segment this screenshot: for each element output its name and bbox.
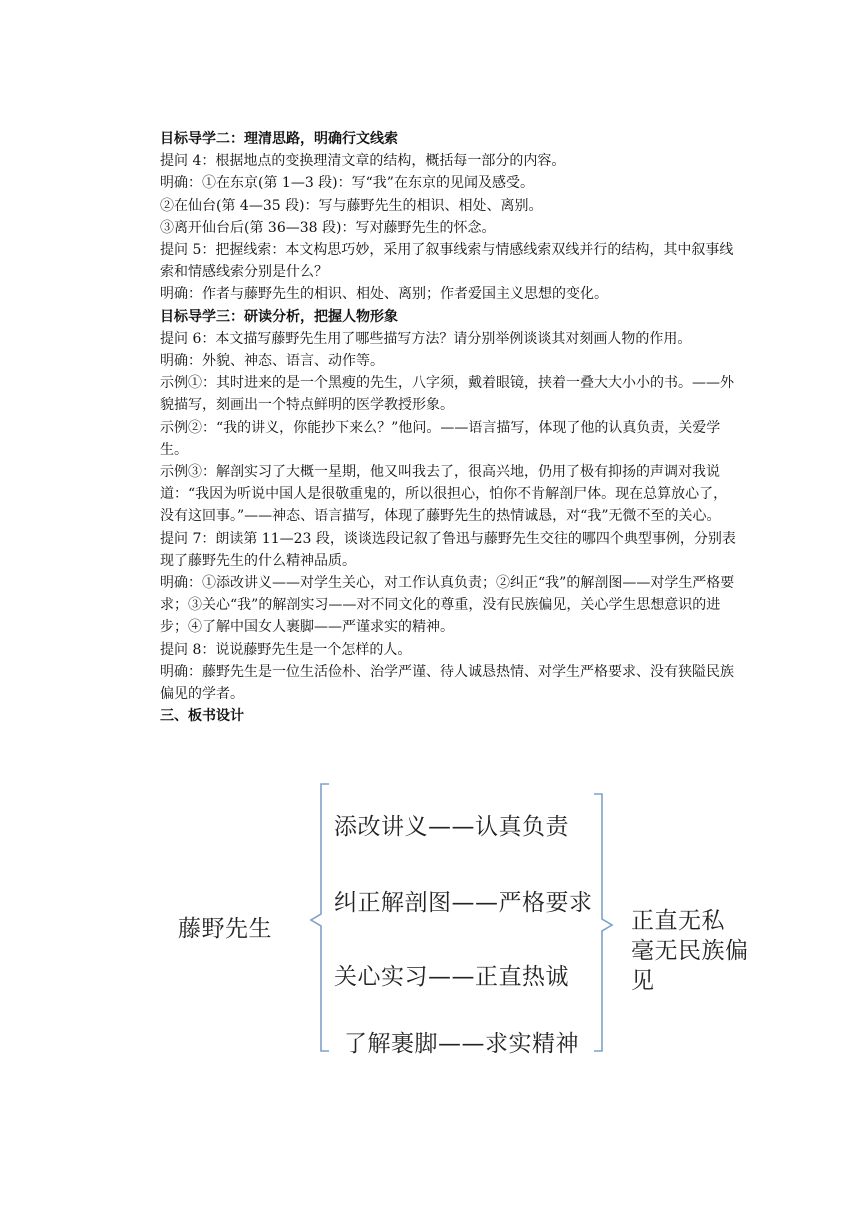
paragraph-question-7: 提问 7：朗读第 11—23 段，谈谈选段记叙了鲁迅与藤野先生交往的哪四个典型事例，分别表现了藤野先生的什么精神品质。 [160, 530, 736, 569]
board-item-4: 了解裹脚——求实精神 [344, 1031, 579, 1057]
board-summary-line-2: 毫无民族偏 [631, 938, 749, 964]
paragraph-question-4: 提问 4：根据地点的变换理清文章的结构，概括每一部分的内容。 [160, 153, 566, 170]
paragraph-example-3: 示例③：解剖实习了大概一星期，他又叫我去了，很高兴地，仍用了极有抑扬的声调对我说道：“我因为听说中国人是很敬重鬼的，所以很担心，怕你不肯解剖尸体。现在总算放心了，没有这回事。”——神态、语言描写，体现了藤野先生的热情诚恳，对“我”无微不至的关心。 [160, 464, 728, 525]
heading-goal-3: 目标导学三：研读分析，把握人物形象 [160, 308, 398, 325]
paragraph-example-1: 示例①：其时进来的是一个黑瘦的先生，八字须，戴着眼镜，挟着一叠大大小小的书。——外貌描写，刻画出一个特点鲜明的医学教授形象。 [160, 375, 734, 414]
paragraph-question-5: 提问 5：把握线索：本文构思巧妙，采用了叙事线索与情感线索双线并行的结构，其中叙事线索和情感线索分别是什么？ [160, 242, 734, 281]
paragraph-answer-4-part-2: ②在仙台(第 4—35 段)：写与藤野先生的相识、相处、离别。 [160, 197, 543, 214]
board-summary-line-3: 见 [631, 968, 655, 994]
left-brace [305, 780, 335, 1055]
paragraph-answer-7: 明确：①添改讲义——对学生关心，对工作认真负责；②纠正“我”的解剖图——对学生严格要求；③关心“我”的解剖实习——对不同文化的尊重，没有民族偏见，关心学生思想意识的进步；④了解中国女人裹脚——严谨求实的精神。 [160, 575, 735, 636]
paragraph-answer-5: 明确：作者与藤野先生的相识、相处、离别；作者爱国主义思想的变化。 [160, 286, 608, 303]
board-summary-line-1: 正直无私 [631, 908, 725, 934]
heading-goal-2: 目标导学二：理清思路，明确行文线索 [160, 131, 398, 147]
board-center-label: 藤野先生 [178, 916, 272, 942]
paragraph-question-8: 提问 8：说说藤野先生是一个怎样的人。 [160, 641, 412, 658]
heading-board-design: 三、板书设计 [160, 708, 244, 725]
paragraph-answer-8: 明确：藤野先生是一位生活俭朴、治学严谨、待人诚恳热情、对学生严格要求、没有狭隘民族偏见的学者。 [160, 663, 734, 703]
paragraph-answer-4-part-3: ③离开仙台后(第 36—38 段)：写对藤野先生的怀念。 [160, 219, 496, 236]
board-item-3: 关心实习——正直热诚 [334, 964, 569, 990]
text-block [160, 128, 738, 727]
paragraph-answer-6: 明确：外貌、神态、语言、动作等。 [160, 353, 384, 370]
paragraph-answer-4: 明确：①在东京(第 1—3 段)：写“我”在东京的见闻及感受。 [160, 175, 534, 192]
paragraph-example-2: 示例②：“我的讲义，你能抄下来么？”他问。——语言描写，体现了他的认真负责，关爱学生。 [160, 419, 721, 458]
board-item-2: 纠正解剖图——严格要求 [334, 890, 593, 916]
board-item-1: 添改讲义——认真负责 [334, 814, 569, 840]
paragraph-question-6: 提问 6：本文描写藤野先生用了哪些描写方法？请分别举例谈谈其对刻画人物的作用。 [160, 330, 692, 347]
right-brace [590, 790, 620, 1055]
